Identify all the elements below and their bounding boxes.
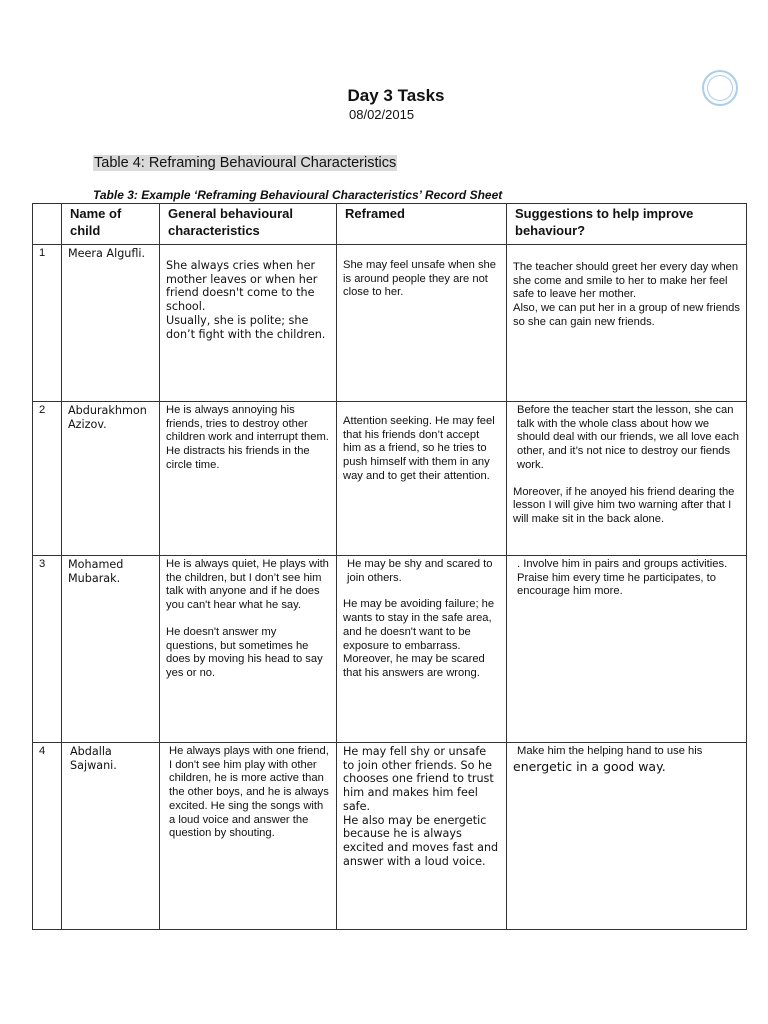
- suggestions: [507, 743, 747, 930]
- table-heading: Table 4: Reframing Behavioural Characteristics: [94, 155, 397, 171]
- reframed-text: He may fell shy or unsafe to join other friends. So he chooses one friend to trust him and makes him feel safe.: [343, 745, 494, 813]
- reframed-text: He also may be energetic because he is always excited and moves fast and answer with a loud voice.: [343, 813, 499, 868]
- row-number: 3: [33, 556, 62, 743]
- reframed-text: He may be shy and scared to join others.: [347, 558, 493, 584]
- table-row: [33, 245, 747, 402]
- general-text: He doesn't answer my questions, but sometimes he does by moving his head to say yes or no.: [166, 625, 323, 679]
- suggestion-text: Make him the helping hand to use his: [517, 745, 703, 757]
- suggestions: [507, 402, 747, 556]
- general-text: Usually, she is polite; she don’t fight with the children.: [166, 313, 326, 341]
- row-number: 4: [33, 743, 62, 930]
- page-title: Day 3 Tasks: [347, 86, 445, 105]
- header-general: General behavioural characteristics: [160, 204, 337, 245]
- row-number: 1: [33, 245, 62, 402]
- general-text: He is always quiet, He plays with the children, but I don’t see him talk with anyone and if he does you can't hear what he say.: [166, 558, 329, 612]
- page-date: 08/02/2015: [349, 107, 415, 122]
- reframed-text: She may feel unsafe when she is around people they are not close to her.: [343, 259, 496, 299]
- table-row: [33, 402, 747, 556]
- suggestion-text: The teacher should greet her every day when she come and smile to her to make her feel safe to leave her mother.: [513, 261, 739, 301]
- suggestion-text: . Involve him in pairs and groups activities. Praise him every time he participates, to encourage him more.: [517, 558, 728, 598]
- reframed-text: Attention seeking. He may feel that his friends don’t accept him as a friend, so he tries to push himself with them in any way and to get their attention.: [343, 415, 495, 482]
- child-name: Meera Algufli.: [62, 245, 160, 402]
- reframed-characteristics: [337, 402, 507, 556]
- header-reframed: Reframed: [337, 204, 507, 245]
- table-row: [33, 556, 747, 743]
- suggestion-text: energetic in a good way.: [513, 758, 666, 774]
- record-sheet-table: [32, 203, 747, 930]
- general-text: He is always annoying his friends, tries to destroy other children work and interrupt them. He distracts his friends in the circle time.: [166, 404, 329, 471]
- general-characteristics: [160, 743, 337, 930]
- row-number: 2: [33, 402, 62, 556]
- suggestions: [507, 245, 747, 402]
- general-characteristics: [160, 556, 337, 743]
- header-name: Name of child: [62, 204, 160, 245]
- general-characteristics: [160, 245, 337, 402]
- child-name: Mohamed Mubarak.: [62, 556, 160, 743]
- general-text: She always cries when her mother leaves or when her friend doesn't come to the school.: [166, 259, 318, 314]
- suggestion-text: Also, we can put her in a group of new friends so she can gain new friends.: [513, 302, 740, 328]
- table-caption: Table 3: Example ‘Reframing Behavioural Characteristics’ Record Sheet: [93, 188, 503, 202]
- reframed-characteristics: [337, 556, 507, 743]
- child-name: Abdalla Sajwani.: [62, 743, 160, 930]
- reframed-characteristics: [337, 743, 507, 930]
- reframed-characteristics: [337, 245, 507, 402]
- suggestions: [507, 556, 747, 743]
- header-num: [33, 204, 62, 245]
- general-text: He always plays with one friend, I don't see him play with other children, he is more active than the other boys, and he is always excited. He sing the songs with a loud voice and answer the question by shouting.: [169, 745, 329, 840]
- table-header-row: [33, 204, 747, 245]
- suggestion-text: Before the teacher start the lesson, she can talk with the whole class about how we should deal with our friends, we all love each other, and it’s not nice to destroy our fiends work.: [517, 404, 740, 471]
- child-name: Abdurakhmon Azizov.: [62, 402, 160, 556]
- general-characteristics: [160, 402, 337, 556]
- reframed-text: He may be avoiding failure; he wants to stay in the safe area, and he doesn't want to be exposure to embarrass. Moreover, he may be scared that his answers are wrong.: [343, 598, 495, 679]
- table-row: [33, 743, 747, 930]
- header-suggestions: Suggestions to help improve behaviour?: [507, 204, 747, 245]
- suggestion-text: Moreover, if he anoyed his friend dearing the lesson I will give him two warning after that I will make sit in the back alone.: [513, 485, 735, 525]
